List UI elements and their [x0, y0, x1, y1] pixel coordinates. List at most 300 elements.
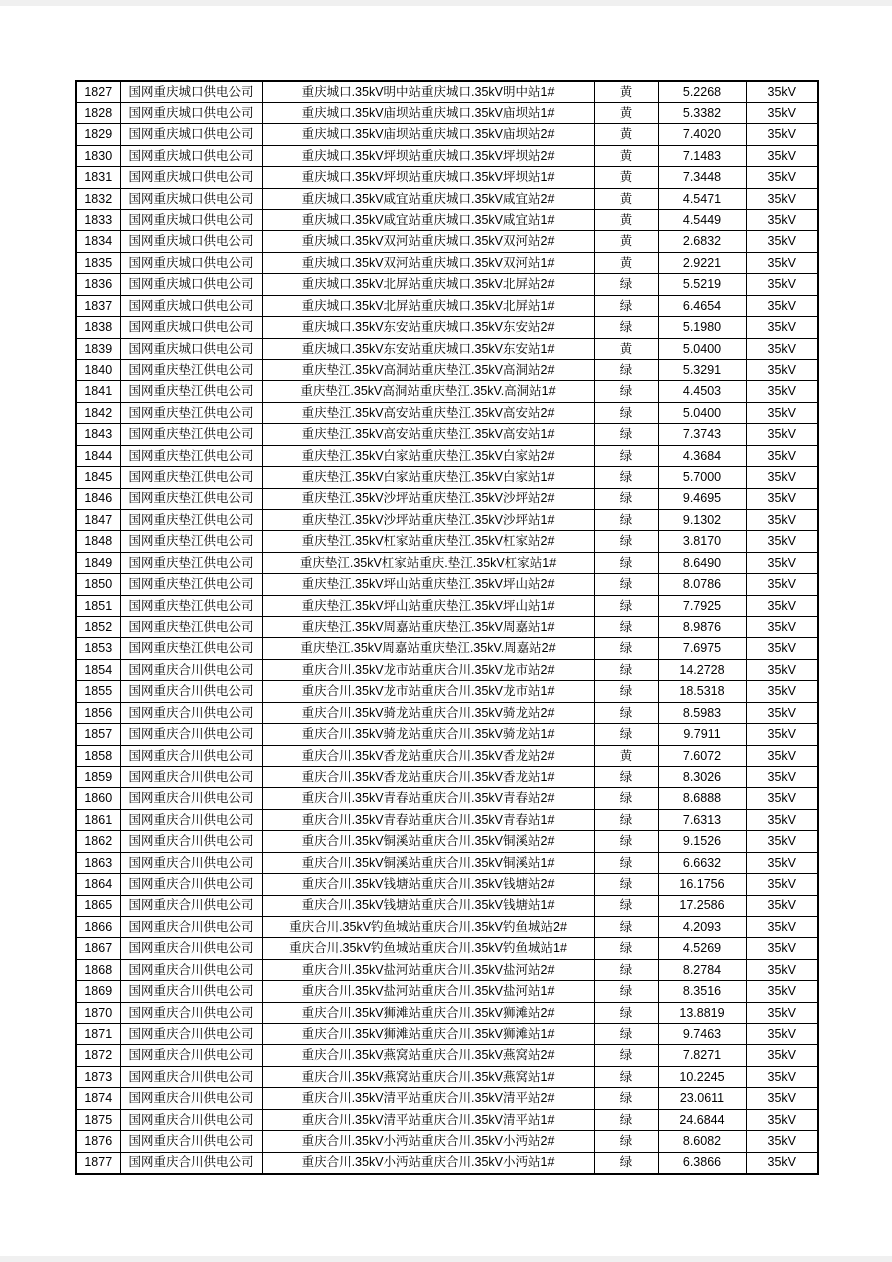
cell-status: 绿	[594, 552, 658, 573]
cell-value: 8.3516	[658, 981, 746, 1002]
cell-row-number: 1869	[76, 981, 120, 1002]
cell-value: 9.4695	[658, 488, 746, 509]
cell-row-number: 1838	[76, 317, 120, 338]
cell-station: 重庆垫江.35kV坪山站重庆垫江.35kV坪山站1#	[262, 595, 594, 616]
cell-row-number: 1847	[76, 509, 120, 530]
cell-voltage: 35kV	[746, 617, 818, 638]
cell-station: 重庆城口.35kV双河站重庆城口.35kV双河站1#	[262, 252, 594, 273]
cell-station: 重庆合川.35kV燕窝站重庆合川.35kV燕窝站1#	[262, 1066, 594, 1087]
cell-station: 重庆垫江.35kV坪山站重庆垫江.35kV坪山站2#	[262, 574, 594, 595]
cell-row-number: 1865	[76, 895, 120, 916]
cell-voltage: 35kV	[746, 852, 818, 873]
cell-value: 2.9221	[658, 252, 746, 273]
cell-value: 4.3684	[658, 445, 746, 466]
cell-company: 国网重庆合川供电公司	[120, 1152, 262, 1173]
cell-voltage: 35kV	[746, 531, 818, 552]
cell-company: 国网重庆城口供电公司	[120, 295, 262, 316]
cell-value: 5.0400	[658, 338, 746, 359]
cell-station: 重庆合川.35kV狮滩站重庆合川.35kV狮滩站1#	[262, 1024, 594, 1045]
cell-status: 绿	[594, 938, 658, 959]
table-row	[76, 124, 818, 145]
cell-value: 7.8271	[658, 1045, 746, 1066]
cell-station: 重庆城口.35kV北屏站重庆城口.35kV北屏站2#	[262, 274, 594, 295]
cell-station: 重庆城口.35kV明中站重庆城口.35kV明中站1#	[262, 81, 594, 102]
cell-company: 国网重庆城口供电公司	[120, 102, 262, 123]
cell-company: 国网重庆合川供电公司	[120, 981, 262, 1002]
cell-row-number: 1827	[76, 81, 120, 102]
power-station-table	[75, 80, 819, 1175]
cell-status: 绿	[594, 509, 658, 530]
cell-value: 4.5449	[658, 210, 746, 231]
cell-row-number: 1833	[76, 210, 120, 231]
cell-row-number: 1835	[76, 252, 120, 273]
cell-company: 国网重庆垫江供电公司	[120, 424, 262, 445]
cell-status: 绿	[594, 1109, 658, 1130]
cell-row-number: 1852	[76, 617, 120, 638]
cell-company: 国网重庆合川供电公司	[120, 1131, 262, 1152]
cell-voltage: 35kV	[746, 1024, 818, 1045]
cell-row-number: 1854	[76, 659, 120, 680]
cell-row-number: 1842	[76, 402, 120, 423]
cell-company: 国网重庆合川供电公司	[120, 702, 262, 723]
cell-value: 10.2245	[658, 1066, 746, 1087]
cell-row-number: 1857	[76, 724, 120, 745]
cell-value: 5.2268	[658, 81, 746, 102]
cell-row-number: 1871	[76, 1024, 120, 1045]
table-row	[76, 788, 818, 809]
cell-status: 黄	[594, 102, 658, 123]
cell-value: 14.2728	[658, 659, 746, 680]
table-row	[76, 81, 818, 102]
table-row	[76, 638, 818, 659]
cell-station: 重庆垫江.35kV周嘉站重庆垫江.35kV.周嘉站2#	[262, 638, 594, 659]
table-row	[76, 359, 818, 380]
cell-station: 重庆合川.35kV钱塘站重庆合川.35kV钱塘站2#	[262, 874, 594, 895]
cell-value: 8.3026	[658, 767, 746, 788]
cell-voltage: 35kV	[746, 638, 818, 659]
cell-status: 绿	[594, 531, 658, 552]
cell-station: 重庆垫江.35kV高洞站重庆垫江.35kV高洞站2#	[262, 359, 594, 380]
cell-voltage: 35kV	[746, 274, 818, 295]
table-row	[76, 916, 818, 937]
table-body	[76, 81, 818, 1174]
table-row	[76, 102, 818, 123]
cell-voltage: 35kV	[746, 831, 818, 852]
cell-station: 重庆垫江.35kV周嘉站重庆垫江.35kV周嘉站1#	[262, 617, 594, 638]
cell-value: 5.5219	[658, 274, 746, 295]
cell-station: 重庆合川.35kV香龙站重庆合川.35kV香龙站2#	[262, 745, 594, 766]
cell-voltage: 35kV	[746, 167, 818, 188]
cell-status: 绿	[594, 981, 658, 1002]
cell-station: 重庆合川.35kV钓鱼城站重庆合川.35kV钓鱼城站1#	[262, 938, 594, 959]
table-row	[76, 467, 818, 488]
cell-station: 重庆合川.35kV龙市站重庆合川.35kV龙市站2#	[262, 659, 594, 680]
cell-company: 国网重庆垫江供电公司	[120, 595, 262, 616]
cell-status: 绿	[594, 1088, 658, 1109]
cell-row-number: 1868	[76, 959, 120, 980]
cell-status: 黄	[594, 745, 658, 766]
cell-voltage: 35kV	[746, 767, 818, 788]
cell-row-number: 1860	[76, 788, 120, 809]
cell-row-number: 1867	[76, 938, 120, 959]
cell-row-number: 1862	[76, 831, 120, 852]
cell-station: 重庆城口.35kV咸宜站重庆城口.35kV咸宜站2#	[262, 188, 594, 209]
cell-station: 重庆合川.35kV青春站重庆合川.35kV青春站2#	[262, 788, 594, 809]
cell-status: 绿	[594, 702, 658, 723]
cell-value: 7.4020	[658, 124, 746, 145]
table-row	[76, 895, 818, 916]
cell-company: 国网重庆合川供电公司	[120, 1066, 262, 1087]
cell-station: 重庆垫江.35kV高洞站重庆垫江.35kV.高洞站1#	[262, 381, 594, 402]
cell-row-number: 1840	[76, 359, 120, 380]
cell-company: 国网重庆合川供电公司	[120, 874, 262, 895]
table-row	[76, 167, 818, 188]
table-row	[76, 767, 818, 788]
cell-company: 国网重庆合川供电公司	[120, 895, 262, 916]
cell-station: 重庆城口.35kV庙坝站重庆城口.35kV庙坝站1#	[262, 102, 594, 123]
cell-voltage: 35kV	[746, 295, 818, 316]
table-row	[76, 745, 818, 766]
cell-value: 5.7000	[658, 467, 746, 488]
cell-company: 国网重庆城口供电公司	[120, 210, 262, 231]
cell-value: 7.3743	[658, 424, 746, 445]
cell-value: 8.6082	[658, 1131, 746, 1152]
cell-status: 绿	[594, 424, 658, 445]
cell-company: 国网重庆合川供电公司	[120, 659, 262, 680]
cell-company: 国网重庆合川供电公司	[120, 852, 262, 873]
table-row	[76, 295, 818, 316]
cell-station: 重庆合川.35kV盐河站重庆合川.35kV盐河站2#	[262, 959, 594, 980]
cell-company: 国网重庆城口供电公司	[120, 274, 262, 295]
cell-station: 重庆合川.35kV钱塘站重庆合川.35kV钱塘站1#	[262, 895, 594, 916]
cell-row-number: 1856	[76, 702, 120, 723]
cell-row-number: 1836	[76, 274, 120, 295]
cell-value: 7.6313	[658, 809, 746, 830]
table-row	[76, 1088, 818, 1109]
cell-status: 绿	[594, 467, 658, 488]
cell-status: 绿	[594, 895, 658, 916]
cell-status: 绿	[594, 1002, 658, 1023]
table-row	[76, 852, 818, 873]
table-row	[76, 681, 818, 702]
cell-value: 24.6844	[658, 1109, 746, 1130]
cell-status: 绿	[594, 274, 658, 295]
cell-station: 重庆合川.35kV铜溪站重庆合川.35kV铜溪站2#	[262, 831, 594, 852]
cell-voltage: 35kV	[746, 1131, 818, 1152]
cell-station: 重庆垫江.35kV杠家站重庆.垫江.35kV杠家站1#	[262, 552, 594, 573]
cell-company: 国网重庆合川供电公司	[120, 938, 262, 959]
cell-value: 17.2586	[658, 895, 746, 916]
cell-row-number: 1858	[76, 745, 120, 766]
cell-row-number: 1874	[76, 1088, 120, 1109]
cell-row-number: 1866	[76, 916, 120, 937]
cell-row-number: 1850	[76, 574, 120, 595]
cell-station: 重庆城口.35kV东安站重庆城口.35kV东安站2#	[262, 317, 594, 338]
cell-value: 5.0400	[658, 402, 746, 423]
cell-company: 国网重庆合川供电公司	[120, 767, 262, 788]
cell-voltage: 35kV	[746, 317, 818, 338]
cell-value: 8.5983	[658, 702, 746, 723]
table-row	[76, 509, 818, 530]
cell-station: 重庆城口.35kV东安站重庆城口.35kV东安站1#	[262, 338, 594, 359]
table-row	[76, 1024, 818, 1045]
table-row	[76, 317, 818, 338]
cell-voltage: 35kV	[746, 874, 818, 895]
cell-value: 8.6888	[658, 788, 746, 809]
cell-voltage: 35kV	[746, 467, 818, 488]
cell-station: 重庆合川.35kV盐河站重庆合川.35kV盐河站1#	[262, 981, 594, 1002]
cell-row-number: 1877	[76, 1152, 120, 1173]
cell-status: 绿	[594, 317, 658, 338]
cell-value: 7.3448	[658, 167, 746, 188]
cell-status: 绿	[594, 681, 658, 702]
cell-value: 5.1980	[658, 317, 746, 338]
table-row	[76, 724, 818, 745]
cell-company: 国网重庆合川供电公司	[120, 1024, 262, 1045]
cell-row-number: 1855	[76, 681, 120, 702]
table-row	[76, 959, 818, 980]
cell-value: 18.5318	[658, 681, 746, 702]
cell-company: 国网重庆城口供电公司	[120, 338, 262, 359]
cell-station: 重庆合川.35kV小沔站重庆合川.35kV小沔站2#	[262, 1131, 594, 1152]
cell-status: 绿	[594, 874, 658, 895]
cell-row-number: 1837	[76, 295, 120, 316]
cell-value: 8.2784	[658, 959, 746, 980]
cell-row-number: 1864	[76, 874, 120, 895]
cell-row-number: 1828	[76, 102, 120, 123]
cell-row-number: 1845	[76, 467, 120, 488]
cell-row-number: 1859	[76, 767, 120, 788]
cell-status: 绿	[594, 1152, 658, 1173]
table-row	[76, 424, 818, 445]
cell-station: 重庆合川.35kV清平站重庆合川.35kV清平站1#	[262, 1109, 594, 1130]
cell-station: 重庆城口.35kV咸宜站重庆城口.35kV咸宜站1#	[262, 210, 594, 231]
cell-value: 13.8819	[658, 1002, 746, 1023]
table-row	[76, 1152, 818, 1173]
cell-row-number: 1829	[76, 124, 120, 145]
cell-value: 16.1756	[658, 874, 746, 895]
cell-status: 黄	[594, 167, 658, 188]
table-row	[76, 1131, 818, 1152]
cell-voltage: 35kV	[746, 338, 818, 359]
table-row	[76, 145, 818, 166]
cell-status: 绿	[594, 295, 658, 316]
table-row	[76, 381, 818, 402]
cell-company: 国网重庆城口供电公司	[120, 188, 262, 209]
cell-row-number: 1848	[76, 531, 120, 552]
cell-station: 重庆合川.35kV清平站重庆合川.35kV清平站2#	[262, 1088, 594, 1109]
cell-status: 黄	[594, 81, 658, 102]
cell-row-number: 1832	[76, 188, 120, 209]
cell-company: 国网重庆垫江供电公司	[120, 445, 262, 466]
cell-value: 7.7925	[658, 595, 746, 616]
table-row	[76, 659, 818, 680]
cell-value: 5.3291	[658, 359, 746, 380]
table-row	[76, 574, 818, 595]
cell-company: 国网重庆垫江供电公司	[120, 574, 262, 595]
cell-station: 重庆城口.35kV庙坝站重庆城口.35kV庙坝站2#	[262, 124, 594, 145]
cell-voltage: 35kV	[746, 210, 818, 231]
cell-value: 3.8170	[658, 531, 746, 552]
table-row	[76, 981, 818, 1002]
cell-status: 绿	[594, 659, 658, 680]
cell-station: 重庆垫江.35kV高安站重庆垫江.35kV高安站1#	[262, 424, 594, 445]
cell-status: 绿	[594, 916, 658, 937]
cell-status: 绿	[594, 809, 658, 830]
cell-company: 国网重庆合川供电公司	[120, 1109, 262, 1130]
cell-company: 国网重庆合川供电公司	[120, 1088, 262, 1109]
cell-company: 国网重庆垫江供电公司	[120, 488, 262, 509]
cell-company: 国网重庆城口供电公司	[120, 167, 262, 188]
cell-company: 国网重庆垫江供电公司	[120, 381, 262, 402]
cell-row-number: 1834	[76, 231, 120, 252]
cell-voltage: 35kV	[746, 81, 818, 102]
cell-company: 国网重庆合川供电公司	[120, 831, 262, 852]
cell-station: 重庆城口.35kV双河站重庆城口.35kV双河站2#	[262, 231, 594, 252]
cell-status: 绿	[594, 852, 658, 873]
cell-value: 23.0611	[658, 1088, 746, 1109]
cell-row-number: 1843	[76, 424, 120, 445]
cell-value: 7.6975	[658, 638, 746, 659]
table-row	[76, 531, 818, 552]
cell-status: 绿	[594, 724, 658, 745]
cell-company: 国网重庆城口供电公司	[120, 231, 262, 252]
cell-status: 绿	[594, 1024, 658, 1045]
cell-company: 国网重庆垫江供电公司	[120, 552, 262, 573]
cell-station: 重庆合川.35kV钓鱼城站重庆合川.35kV钓鱼城站2#	[262, 916, 594, 937]
cell-status: 绿	[594, 445, 658, 466]
cell-voltage: 35kV	[746, 1002, 818, 1023]
cell-row-number: 1872	[76, 1045, 120, 1066]
cell-status: 黄	[594, 145, 658, 166]
cell-station: 重庆城口.35kV坪坝站重庆城口.35kV坪坝站2#	[262, 145, 594, 166]
cell-voltage: 35kV	[746, 595, 818, 616]
cell-voltage: 35kV	[746, 959, 818, 980]
cell-row-number: 1863	[76, 852, 120, 873]
cell-value: 6.4654	[658, 295, 746, 316]
cell-status: 绿	[594, 831, 658, 852]
cell-status: 黄	[594, 231, 658, 252]
cell-value: 8.6490	[658, 552, 746, 573]
cell-row-number: 1841	[76, 381, 120, 402]
cell-company: 国网重庆城口供电公司	[120, 317, 262, 338]
cell-voltage: 35kV	[746, 231, 818, 252]
cell-voltage: 35kV	[746, 659, 818, 680]
cell-company: 国网重庆合川供电公司	[120, 788, 262, 809]
table-row	[76, 231, 818, 252]
cell-status: 绿	[594, 959, 658, 980]
cell-voltage: 35kV	[746, 359, 818, 380]
cell-value: 4.5471	[658, 188, 746, 209]
cell-station: 重庆垫江.35kV沙坪站重庆垫江.35kV沙坪站1#	[262, 509, 594, 530]
table-row	[76, 1109, 818, 1130]
cell-station: 重庆合川.35kV狮滩站重庆合川.35kV狮滩站2#	[262, 1002, 594, 1023]
cell-station: 重庆垫江.35kV白家站重庆垫江.35kV白家站2#	[262, 445, 594, 466]
cell-voltage: 35kV	[746, 745, 818, 766]
cell-row-number: 1830	[76, 145, 120, 166]
cell-status: 绿	[594, 1066, 658, 1087]
cell-status: 绿	[594, 402, 658, 423]
cell-value: 2.6832	[658, 231, 746, 252]
table-row	[76, 1045, 818, 1066]
cell-row-number: 1873	[76, 1066, 120, 1087]
cell-status: 绿	[594, 595, 658, 616]
cell-row-number: 1846	[76, 488, 120, 509]
cell-status: 绿	[594, 767, 658, 788]
cell-company: 国网重庆合川供电公司	[120, 681, 262, 702]
cell-voltage: 35kV	[746, 809, 818, 830]
cell-row-number: 1875	[76, 1109, 120, 1130]
cell-value: 6.3866	[658, 1152, 746, 1173]
cell-value: 4.5269	[658, 938, 746, 959]
cell-value: 8.0786	[658, 574, 746, 595]
table-row	[76, 552, 818, 573]
cell-company: 国网重庆城口供电公司	[120, 81, 262, 102]
cell-voltage: 35kV	[746, 424, 818, 445]
cell-row-number: 1876	[76, 1131, 120, 1152]
table-row	[76, 617, 818, 638]
cell-status: 绿	[594, 359, 658, 380]
table-row	[76, 274, 818, 295]
cell-station: 重庆垫江.35kV杠家站重庆垫江.35kV杠家站2#	[262, 531, 594, 552]
table-row	[76, 252, 818, 273]
cell-voltage: 35kV	[746, 681, 818, 702]
cell-company: 国网重庆垫江供电公司	[120, 359, 262, 380]
cell-company: 国网重庆垫江供电公司	[120, 638, 262, 659]
table-row	[76, 595, 818, 616]
cell-company: 国网重庆垫江供电公司	[120, 509, 262, 530]
cell-status: 绿	[594, 1045, 658, 1066]
cell-status: 黄	[594, 124, 658, 145]
cell-value: 9.7911	[658, 724, 746, 745]
cell-voltage: 35kV	[746, 381, 818, 402]
cell-voltage: 35kV	[746, 1066, 818, 1087]
cell-status: 绿	[594, 381, 658, 402]
table-row	[76, 831, 818, 852]
cell-company: 国网重庆城口供电公司	[120, 145, 262, 166]
table-row	[76, 1066, 818, 1087]
cell-status: 黄	[594, 188, 658, 209]
page-edge-top	[0, 0, 892, 6]
cell-company: 国网重庆垫江供电公司	[120, 467, 262, 488]
cell-voltage: 35kV	[746, 445, 818, 466]
table-row	[76, 188, 818, 209]
cell-company: 国网重庆合川供电公司	[120, 1045, 262, 1066]
cell-station: 重庆垫江.35kV白家站重庆垫江.35kV白家站1#	[262, 467, 594, 488]
cell-status: 绿	[594, 617, 658, 638]
table-row	[76, 488, 818, 509]
cell-voltage: 35kV	[746, 488, 818, 509]
cell-station: 重庆合川.35kV铜溪站重庆合川.35kV铜溪站1#	[262, 852, 594, 873]
cell-voltage: 35kV	[746, 1088, 818, 1109]
cell-voltage: 35kV	[746, 402, 818, 423]
cell-voltage: 35kV	[746, 145, 818, 166]
cell-station: 重庆垫江.35kV沙坪站重庆垫江.35kV沙坪站2#	[262, 488, 594, 509]
cell-voltage: 35kV	[746, 702, 818, 723]
cell-row-number: 1861	[76, 809, 120, 830]
cell-company: 国网重庆合川供电公司	[120, 745, 262, 766]
cell-status: 绿	[594, 1131, 658, 1152]
cell-company: 国网重庆城口供电公司	[120, 124, 262, 145]
cell-company: 国网重庆城口供电公司	[120, 252, 262, 273]
cell-voltage: 35kV	[746, 916, 818, 937]
table-row	[76, 338, 818, 359]
cell-value: 7.6072	[658, 745, 746, 766]
cell-status: 黄	[594, 252, 658, 273]
cell-company: 国网重庆垫江供电公司	[120, 531, 262, 552]
page-edge-bottom	[0, 1256, 892, 1262]
cell-voltage: 35kV	[746, 1045, 818, 1066]
